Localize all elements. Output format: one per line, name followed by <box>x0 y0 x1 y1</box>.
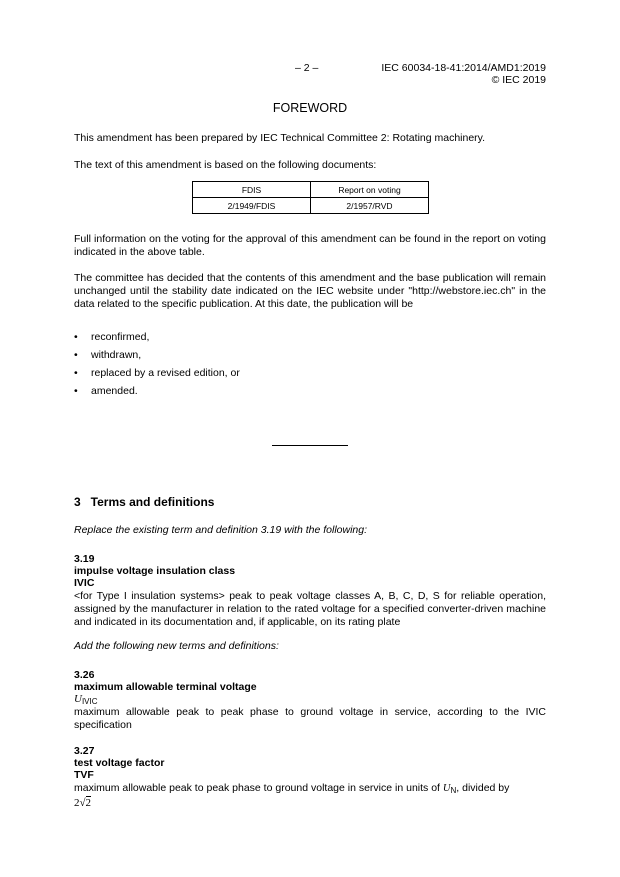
bullet-icon: • <box>74 385 78 397</box>
definition-text-end: , divided by <box>456 782 510 794</box>
foreword-based-on: The text of this amendment is based on the following documents: <box>74 159 377 171</box>
foreword-intro: This amendment has been prepared by IEC Technical Committee 2: Rotating machinery. <box>74 132 486 144</box>
bullet-icon: • <box>74 331 78 343</box>
divider <box>272 445 348 446</box>
list-item <box>74 367 240 380</box>
term-326-symbol <box>74 693 98 706</box>
term-326-definition: maximum allowable peak to peak phase to ground voltage in service, according to the IVIC specification <box>74 706 546 731</box>
list-item-text: amended. <box>91 385 138 397</box>
term-327-abbr: TVF <box>74 769 94 781</box>
list-item <box>74 385 138 398</box>
table-cell-fdis: 2/1949/FDIS <box>193 198 311 214</box>
symbol-u: U <box>74 693 82 705</box>
formula-coefficient: 2 <box>74 797 80 809</box>
term-327-definition <box>74 782 546 797</box>
term-327-number: 3.27 <box>74 745 95 757</box>
sqrt-icon: √ <box>79 797 86 809</box>
instruction-replace: Replace the existing term and definition 3.19 with the following: <box>74 524 368 536</box>
table-row <box>193 198 429 214</box>
term-319-name: impulse voltage insulation class <box>74 565 236 577</box>
voting-info: Full information on the voting for the approval of this amendment can be found in the report on voting indicated in the above table. <box>74 233 546 258</box>
bullet-icon: • <box>74 349 78 361</box>
table-cell-rvd: 2/1957/RVD <box>311 198 429 214</box>
table-header-row <box>193 182 429 198</box>
list-item <box>74 349 141 362</box>
list-item-text: replaced by a revised edition, or <box>91 367 240 379</box>
term-319-abbr: IVIC <box>74 577 95 589</box>
list-item <box>74 331 149 344</box>
copyright: © IEC 2019 <box>491 74 546 86</box>
symbol-subscript: IVIC <box>81 697 98 706</box>
voting-table <box>192 181 429 214</box>
symbol-subscript: N <box>450 786 457 795</box>
committee-statement: The committee has decided that the contents of this amendment and the base publication will remain unchanged until the stability date indicated on the IEC website under "http://webstore.iec.ch" in the data related to the specific publication. At this date, the publication will be <box>74 272 546 310</box>
section-heading: 3 Terms and definitions <box>74 495 215 509</box>
term-326-name: maximum allowable terminal voltage <box>74 681 257 693</box>
formula-radicand: 2 <box>85 797 92 809</box>
document-id: IEC 60034-18-41:2014/AMD1:2019 <box>381 62 546 74</box>
term-326-number: 3.26 <box>74 669 95 681</box>
instruction-add: Add the following new terms and definitions: <box>74 640 279 652</box>
symbol-u: U <box>442 783 451 794</box>
term-319-number: 3.19 <box>74 553 95 565</box>
table-header-report: Report on voting <box>311 182 429 198</box>
table-header-fdis: FDIS <box>193 182 311 198</box>
bullet-icon: • <box>74 367 78 379</box>
formula-two-root-two <box>74 797 91 809</box>
page-number: – 2 – <box>295 62 319 74</box>
term-319-definition: <for Type I insulation systems> peak to peak voltage classes A, B, C, D, S for reliable operation, assigned by the manufacturer in relation to the rated voltage for a specified converter-driven machine and indicated in its documentation and, if applicable, on its rating plate <box>74 590 546 628</box>
list-item-text: withdrawn, <box>91 349 142 361</box>
list-item-text: reconfirmed, <box>91 331 150 343</box>
definition-text: maximum allowable peak to peak phase to ground voltage in service in units of <box>74 782 440 794</box>
page-title: FOREWORD <box>272 101 348 115</box>
term-327-name: test voltage factor <box>74 757 165 769</box>
